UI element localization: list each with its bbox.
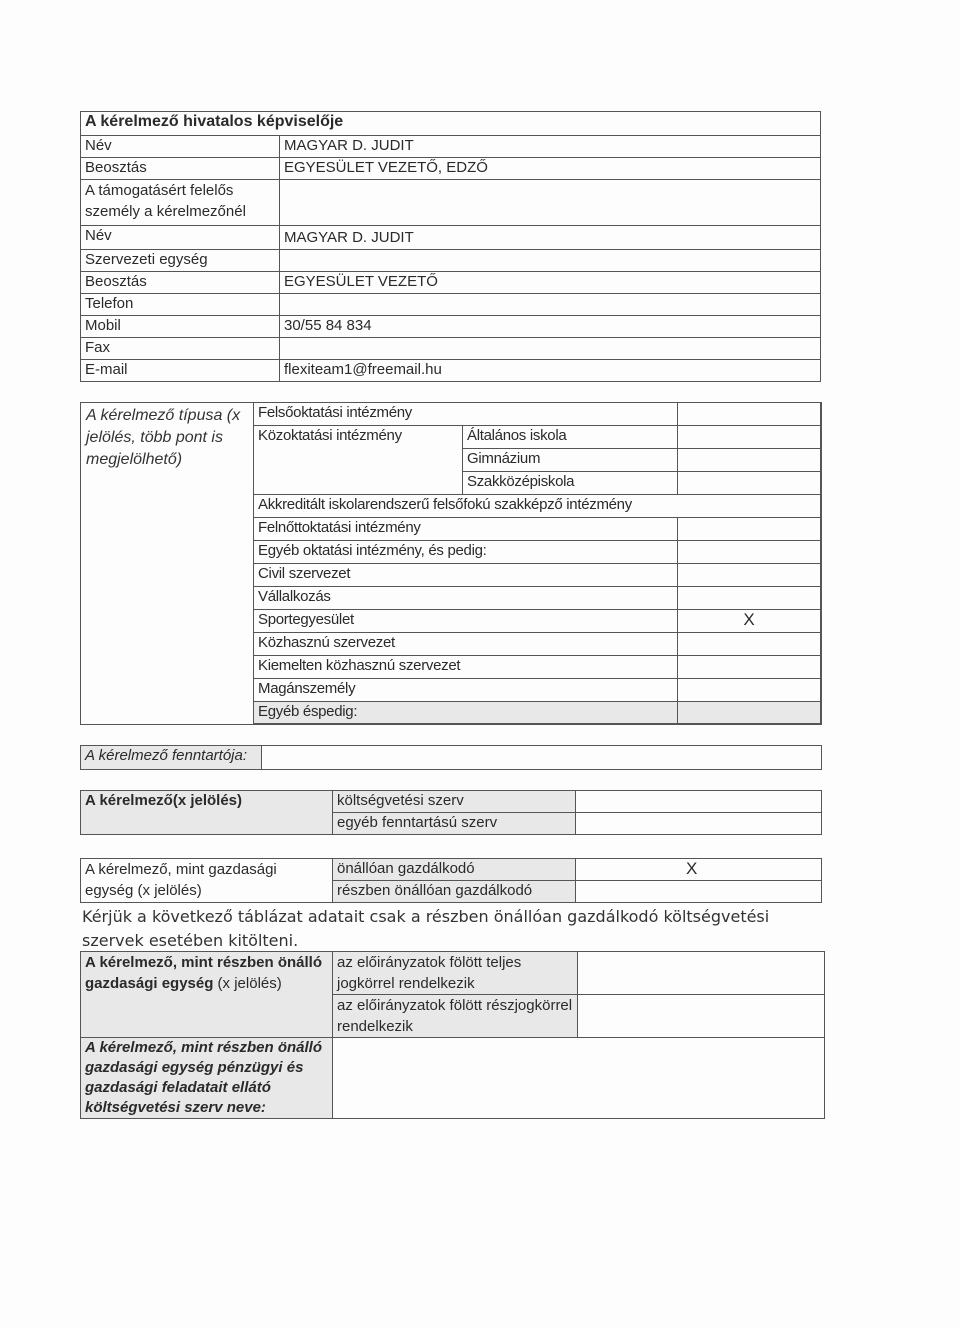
applicant-kind-table [80, 790, 822, 835]
type-mark-cell[interactable] [678, 403, 821, 426]
type-sub-label: Általános iskola [463, 426, 678, 449]
rep-value[interactable]: MAGYAR D. JUDIT [280, 226, 821, 250]
representative-table [80, 111, 821, 382]
rep-value[interactable] [280, 338, 821, 360]
partial-unit-table [80, 951, 825, 1119]
partial-unit-mark[interactable] [578, 952, 825, 995]
rep-value[interactable] [280, 180, 821, 226]
partial-unit-option: az előirányzatok fölött részjogkörrel rendelkezik [333, 995, 578, 1038]
type-row-label: Közoktatási intézmény [254, 426, 463, 495]
rep-label: A támogatásért felelős személy a kérelmezőnél [81, 180, 280, 226]
applicant-type-table [253, 402, 821, 724]
type-sub-label: Gimnázium [463, 449, 678, 472]
type-row-label: Felsőoktatási intézmény [254, 403, 678, 426]
type-sub-label: Szakközépiskola [463, 472, 678, 495]
rep-label: E-mail [81, 360, 280, 382]
representative-header: A kérelmező hivatalos képviselője [81, 112, 821, 136]
rep-value[interactable]: flexiteam1@freemail.hu [280, 360, 821, 382]
instruction-note: Kérjük a következő táblázat adatait csak a részben önállóan gazdálkodó költségvetési szervek esetében kitölteni. [82, 907, 770, 950]
rep-value[interactable] [280, 250, 821, 272]
type-row-label: Magánszemély [254, 679, 678, 702]
type-mark-cell[interactable] [678, 564, 821, 587]
applicant-kind-option: egyéb fenntartású szerv [333, 813, 576, 835]
type-row-label: Egyéb éspedig: [254, 702, 678, 724]
economic-unit-option: részben önállóan gazdálkodó [333, 881, 576, 903]
rep-value[interactable]: EGYESÜLET VEZETŐ, EDZŐ [280, 158, 821, 180]
rep-label: Mobil [81, 316, 280, 338]
type-row-label: Közhasznú szervezet [254, 633, 678, 656]
partial-unit-label-bold: A kérelmező, mint részben önálló gazdasági egység [85, 954, 323, 992]
applicant-kind-mark[interactable] [576, 813, 822, 835]
economic-unit-mark[interactable]: X [576, 859, 822, 881]
type-row-label: Egyéb oktatási intézmény, és pedig: [254, 541, 678, 564]
type-mark-cell[interactable] [678, 472, 821, 495]
rep-value[interactable]: MAGYAR D. JUDIT [280, 136, 821, 158]
rep-label: Fax [81, 338, 280, 360]
type-row-label: Vállalkozás [254, 587, 678, 610]
type-row-label: Kiemelten közhasznú szervezet [254, 656, 678, 679]
type-mark-cell[interactable] [678, 633, 821, 656]
type-row-label: Sportegyesület [254, 610, 678, 633]
economic-unit-option: önállóan gazdálkodó [333, 859, 576, 881]
applicant-type-label: A kérelmező típusa (x jelölés, több pont is megjelölhető) [86, 407, 241, 468]
finance-body-value[interactable] [333, 1038, 825, 1119]
rep-label: Név [81, 136, 280, 158]
partial-unit-option: az előirányzatok fölött teljes jogkörrel rendelkezik [333, 952, 578, 995]
type-mark-cell[interactable] [678, 679, 821, 702]
type-mark-cell[interactable] [678, 541, 821, 564]
rep-label: Név [81, 226, 280, 250]
type-mark-cell[interactable]: X [678, 610, 821, 633]
partial-unit-label [81, 952, 333, 1038]
type-mark-cell[interactable] [678, 449, 821, 472]
rep-value[interactable]: 30/55 84 834 [280, 316, 821, 338]
owner-label: A kérelmező fenntartója: [81, 746, 262, 770]
applicant-kind-mark[interactable] [576, 791, 822, 813]
type-mark-cell[interactable] [678, 587, 821, 610]
partial-unit-mark[interactable] [578, 995, 825, 1038]
applicant-kind-label-text: A kérelmező(x jelölés) [85, 792, 243, 809]
type-row-label: Felnőttoktatási intézmény [254, 518, 678, 541]
type-mark-cell[interactable] [678, 518, 821, 541]
applicant-kind-label [81, 791, 333, 835]
rep-label: Telefon [81, 294, 280, 316]
type-row-label: Civil szervezet [254, 564, 678, 587]
rep-label: Szervezeti egység [81, 250, 280, 272]
rep-label: Beosztás [81, 158, 280, 180]
type-mark-cell[interactable] [678, 656, 821, 679]
type-row-label: Akkreditált iskolarendszerű felsőfokú szakképző intézmény [254, 495, 821, 518]
economic-unit-table [80, 858, 822, 903]
type-mark-cell[interactable] [678, 702, 821, 724]
type-mark-cell[interactable] [678, 426, 821, 449]
economic-unit-label: A kérelmező, mint gazdasági egység (x jelölés) [81, 859, 333, 903]
finance-body-label: A kérelmező, mint részben önálló gazdasági egység pénzügyi és gazdasági feladatait ellátó költségvetési szerv neve: [81, 1038, 333, 1119]
rep-value[interactable]: EGYESÜLET VEZETŐ [280, 272, 821, 294]
rep-label: Beosztás [81, 272, 280, 294]
economic-unit-mark[interactable] [576, 881, 822, 903]
rep-value[interactable] [280, 294, 821, 316]
owner-value[interactable] [262, 746, 822, 770]
partial-unit-label-rest: (x jelölés) [213, 975, 282, 992]
owner-table [80, 745, 822, 770]
applicant-kind-option: költségvetési szerv [333, 791, 576, 813]
